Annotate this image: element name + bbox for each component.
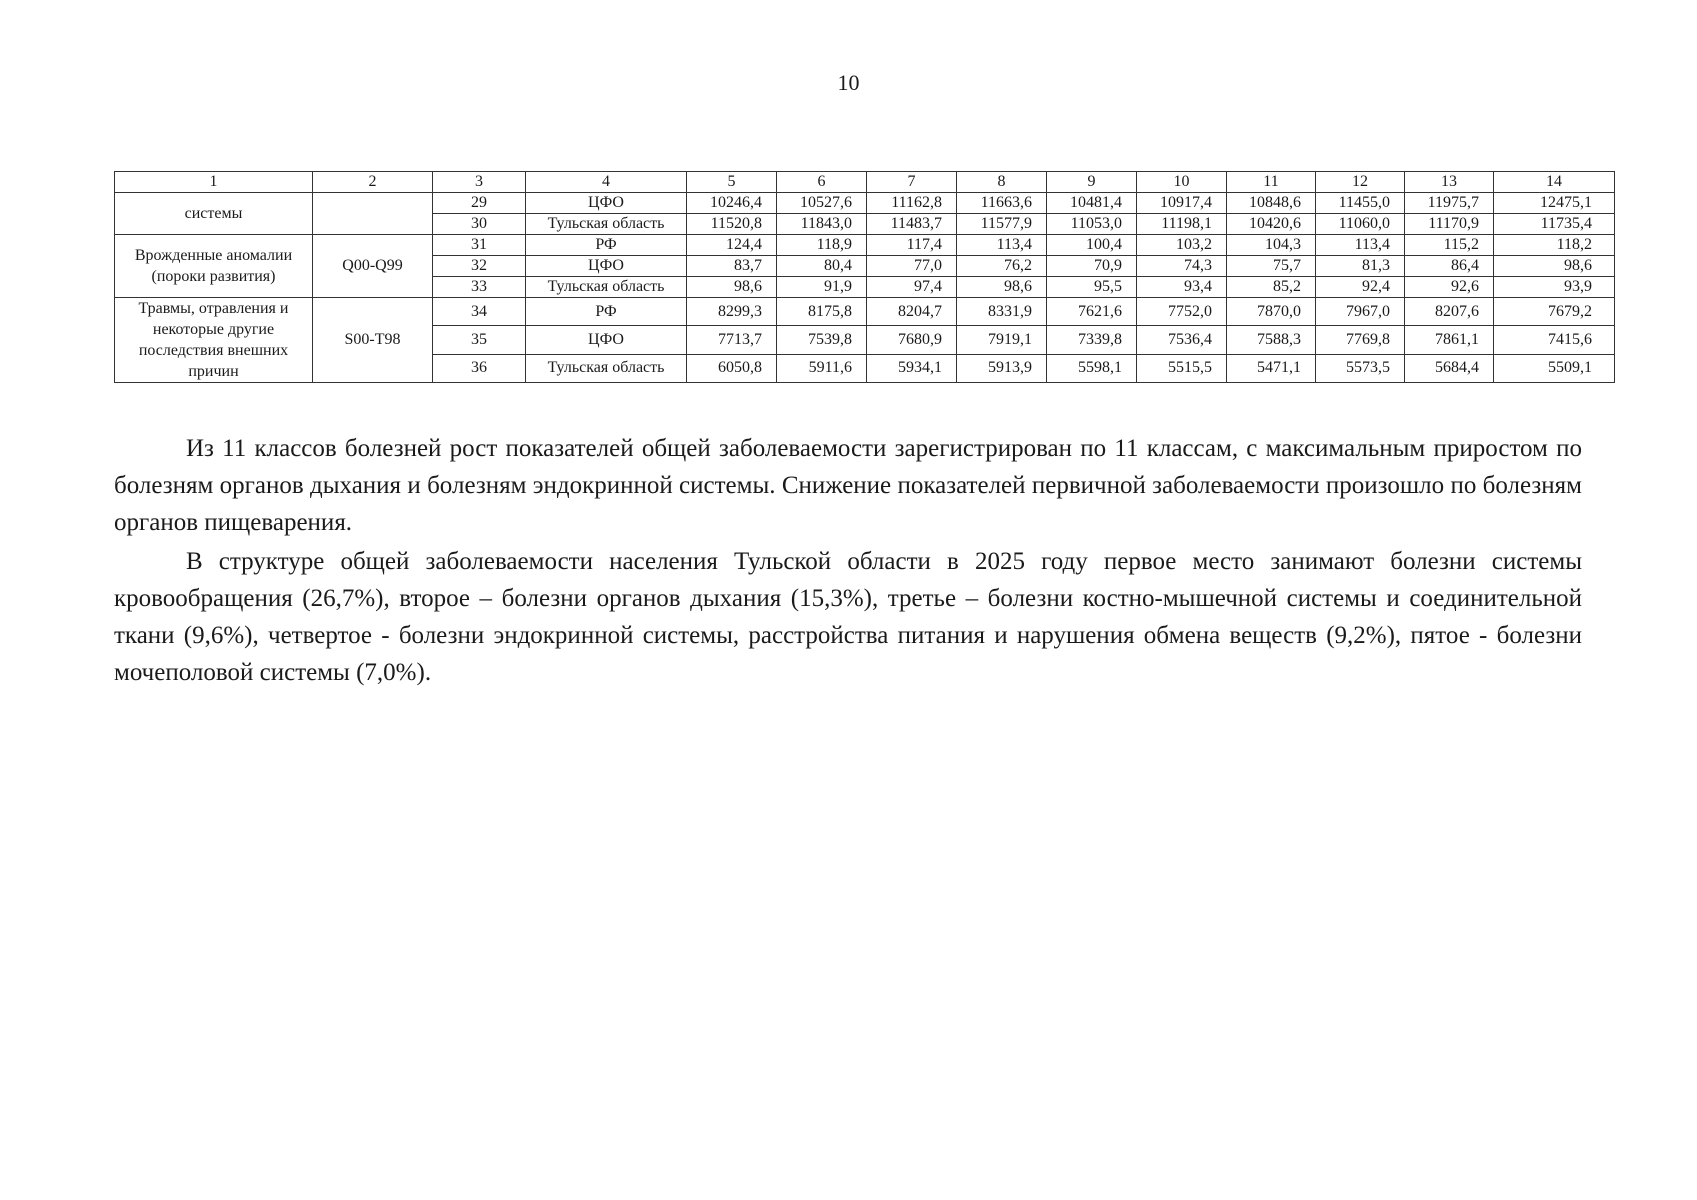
column-number-header: 2 <box>313 172 433 193</box>
value-cell: 10481,4 <box>1047 193 1137 214</box>
page-number: 10 <box>837 70 860 95</box>
value-cell: 86,4 <box>1405 256 1494 277</box>
value-cell: 7919,1 <box>957 326 1047 354</box>
region-cell: ЦФО <box>526 326 687 354</box>
value-cell: 11520,8 <box>687 214 777 235</box>
value-cell: 10246,4 <box>687 193 777 214</box>
value-cell: 7713,7 <box>687 326 777 354</box>
value-cell: 8331,9 <box>957 298 1047 326</box>
column-number-header: 3 <box>433 172 526 193</box>
value-cell: 11162,8 <box>867 193 957 214</box>
value-cell: 8175,8 <box>777 298 867 326</box>
value-cell: 98,6 <box>1494 256 1615 277</box>
value-cell: 7870,0 <box>1227 298 1316 326</box>
value-cell: 7415,6 <box>1494 326 1615 354</box>
value-cell: 92,6 <box>1405 277 1494 298</box>
row-number-cell: 30 <box>433 214 526 235</box>
paragraph-2: В структуре общей заболеваемости населения Тульской области в 2025 году первое место занимают болезни системы кровообращения (26,7%), второе – болезни органов дыхания (15,3%), третье – болезни костно-мышечной системы и соединительной ткани (9,6%), четвертое - болезни эндокринной системы, расстройства питания и нарушения обмена веществ (9,2%), пятое - болезни мочеполовой системы (7,0%). <box>114 548 1582 686</box>
region-cell: ЦФО <box>526 256 687 277</box>
region-cell: РФ <box>526 235 687 256</box>
row-number-cell: 32 <box>433 256 526 277</box>
disease-class-cell: Врожденные аномалии (пороки развития) <box>115 235 313 298</box>
value-cell: 11170,9 <box>1405 214 1494 235</box>
value-cell: 5934,1 <box>867 354 957 382</box>
value-cell: 7621,6 <box>1047 298 1137 326</box>
value-cell: 10917,4 <box>1137 193 1227 214</box>
value-cell: 117,4 <box>867 235 957 256</box>
value-cell: 5598,1 <box>1047 354 1137 382</box>
icd-code-cell: S00-T98 <box>313 298 433 383</box>
value-cell: 93,4 <box>1137 277 1227 298</box>
value-cell: 7680,9 <box>867 326 957 354</box>
column-number-header: 7 <box>867 172 957 193</box>
region-cell: ЦФО <box>526 193 687 214</box>
value-cell: 8204,7 <box>867 298 957 326</box>
value-cell: 80,4 <box>777 256 867 277</box>
value-cell: 75,7 <box>1227 256 1316 277</box>
column-number-header: 5 <box>687 172 777 193</box>
value-cell: 7539,8 <box>777 326 867 354</box>
value-cell: 115,2 <box>1405 235 1494 256</box>
value-cell: 10527,6 <box>777 193 867 214</box>
value-cell: 113,4 <box>957 235 1047 256</box>
column-number-header: 9 <box>1047 172 1137 193</box>
column-number-header: 1 <box>115 172 313 193</box>
value-cell: 11663,6 <box>957 193 1047 214</box>
value-cell: 5509,1 <box>1494 354 1615 382</box>
value-cell: 124,4 <box>687 235 777 256</box>
column-number-header: 4 <box>526 172 687 193</box>
value-cell: 5911,6 <box>777 354 867 382</box>
row-number-cell: 36 <box>433 354 526 382</box>
value-cell: 81,3 <box>1316 256 1405 277</box>
row-number-cell: 33 <box>433 277 526 298</box>
column-number-header: 10 <box>1137 172 1227 193</box>
column-number-header: 12 <box>1316 172 1405 193</box>
value-cell: 113,4 <box>1316 235 1405 256</box>
value-cell: 95,5 <box>1047 277 1137 298</box>
value-cell: 7861,1 <box>1405 326 1494 354</box>
value-cell: 11843,0 <box>777 214 867 235</box>
value-cell: 74,3 <box>1137 256 1227 277</box>
value-cell: 5684,4 <box>1405 354 1494 382</box>
value-cell: 10420,6 <box>1227 214 1316 235</box>
column-number-header: 11 <box>1227 172 1316 193</box>
value-cell: 118,2 <box>1494 235 1615 256</box>
region-cell: Тульская область <box>526 214 687 235</box>
morbidity-table <box>114 171 1615 383</box>
value-cell: 5573,5 <box>1316 354 1405 382</box>
region-cell: РФ <box>526 298 687 326</box>
value-cell: 77,0 <box>867 256 957 277</box>
disease-class-cell: системы <box>115 193 313 235</box>
value-cell: 98,6 <box>957 277 1047 298</box>
value-cell: 83,7 <box>687 256 777 277</box>
value-cell: 97,4 <box>867 277 957 298</box>
icd-code-cell <box>313 193 433 235</box>
value-cell: 7679,2 <box>1494 298 1615 326</box>
value-cell: 70,9 <box>1047 256 1137 277</box>
value-cell: 5913,9 <box>957 354 1047 382</box>
value-cell: 11483,7 <box>867 214 957 235</box>
value-cell: 7588,3 <box>1227 326 1316 354</box>
value-cell: 11577,9 <box>957 214 1047 235</box>
row-number-cell: 34 <box>433 298 526 326</box>
region-cell: Тульская область <box>526 354 687 382</box>
value-cell: 11198,1 <box>1137 214 1227 235</box>
value-cell: 11735,4 <box>1494 214 1615 235</box>
value-cell: 11455,0 <box>1316 193 1405 214</box>
table-row <box>115 193 1615 214</box>
column-number-header: 14 <box>1494 172 1615 193</box>
value-cell: 11975,7 <box>1405 193 1494 214</box>
table-body <box>115 172 1615 383</box>
value-cell: 98,6 <box>687 277 777 298</box>
value-cell: 85,2 <box>1227 277 1316 298</box>
value-cell: 7339,8 <box>1047 326 1137 354</box>
value-cell: 7967,0 <box>1316 298 1405 326</box>
value-cell: 5515,5 <box>1137 354 1227 382</box>
column-number-header: 8 <box>957 172 1047 193</box>
value-cell: 76,2 <box>957 256 1047 277</box>
value-cell: 8299,3 <box>687 298 777 326</box>
column-number-header: 6 <box>777 172 867 193</box>
disease-class-cell: Травмы, отравления и некоторые другие последствия внешних причин <box>115 298 313 383</box>
value-cell: 5471,1 <box>1227 354 1316 382</box>
value-cell: 7752,0 <box>1137 298 1227 326</box>
row-number-cell: 29 <box>433 193 526 214</box>
value-cell: 6050,8 <box>687 354 777 382</box>
table-row <box>115 298 1615 326</box>
table-row <box>115 235 1615 256</box>
value-cell: 118,9 <box>777 235 867 256</box>
value-cell: 11060,0 <box>1316 214 1405 235</box>
value-cell: 93,9 <box>1494 277 1615 298</box>
value-cell: 92,4 <box>1316 277 1405 298</box>
paragraph-1: Из 11 классов болезней рост показателей общей заболеваемости зарегистрирован по 11 классам, с максимальным приростом по болезням органов дыхания и болезням эндокринной системы. Снижение показателей первичной заболеваемости произошло по болезням органов пищеварения. <box>114 435 1582 536</box>
row-number-cell: 35 <box>433 326 526 354</box>
value-cell: 103,2 <box>1137 235 1227 256</box>
value-cell: 7769,8 <box>1316 326 1405 354</box>
region-cell: Тульская область <box>526 277 687 298</box>
icd-code-cell: Q00-Q99 <box>313 235 433 298</box>
value-cell: 8207,6 <box>1405 298 1494 326</box>
value-cell: 10848,6 <box>1227 193 1316 214</box>
value-cell: 12475,1 <box>1494 193 1615 214</box>
table-header-row <box>115 172 1615 193</box>
value-cell: 104,3 <box>1227 235 1316 256</box>
body-text <box>114 430 1582 691</box>
column-number-header: 13 <box>1405 172 1494 193</box>
value-cell: 11053,0 <box>1047 214 1137 235</box>
value-cell: 91,9 <box>777 277 867 298</box>
row-number-cell: 31 <box>433 235 526 256</box>
value-cell: 7536,4 <box>1137 326 1227 354</box>
value-cell: 100,4 <box>1047 235 1137 256</box>
